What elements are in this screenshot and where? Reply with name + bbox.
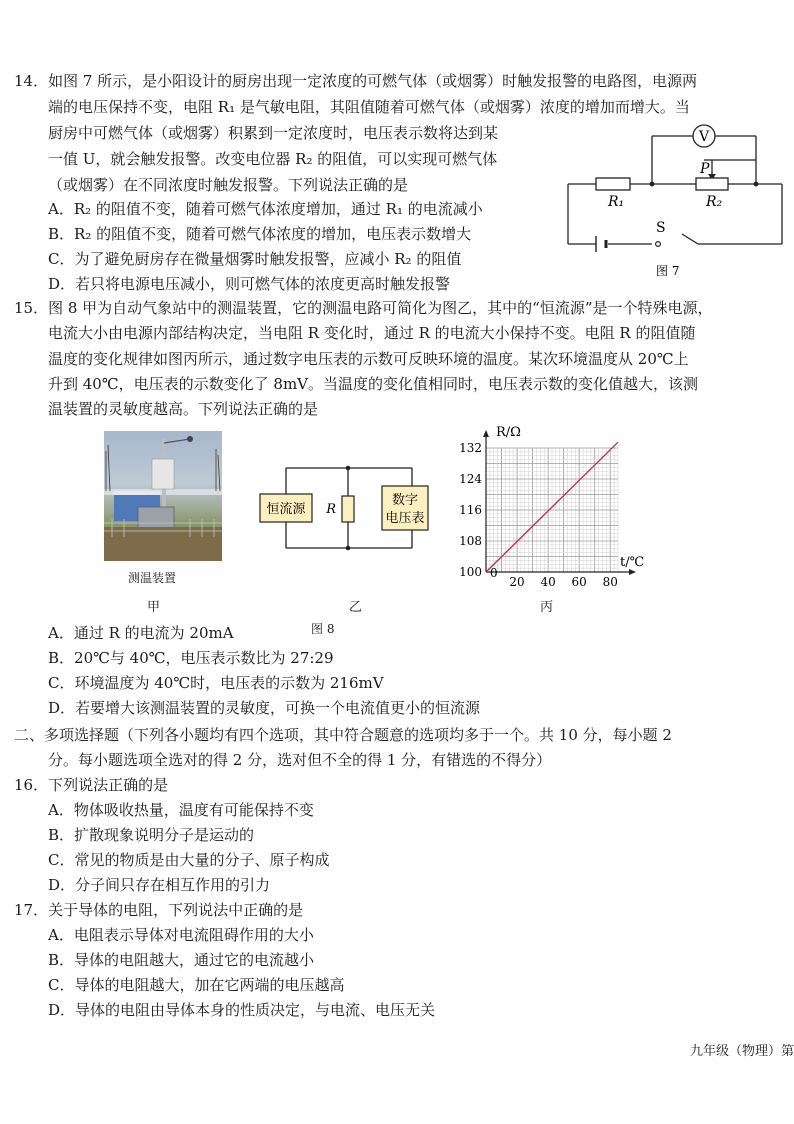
q16-option-b: B．扩散现象说明分子是运动的 bbox=[48, 826, 255, 844]
q17-option-d: D．导体的电阻由导体本身的性质决定，与电流、电压无关 bbox=[48, 1001, 436, 1019]
q14-line-1: 14．如图 7 所示，是小阳设计的厨房出现一定浓度的可燃气体（或烟雾）时触发报警的电路图，电源两 bbox=[14, 72, 698, 90]
q14-option-a: A．R₂ 的阻值不变，随着可燃气体浓度增加，通过 R₁ 的电流减小 bbox=[48, 200, 483, 218]
meter-label-1: 数字 bbox=[391, 493, 419, 508]
voltmeter-label: V bbox=[698, 129, 710, 145]
q15-line-1: 15．图 8 甲为自动气象站中的测温装置，它的测温电路可简化为图乙，其中的“恒流源”是一个特殊电源， bbox=[14, 299, 713, 317]
r-t-chart bbox=[450, 420, 650, 590]
q17-stem: 17．关于导体的电阻，下列说法中正确的是 bbox=[14, 901, 304, 919]
junction-dot bbox=[754, 182, 759, 187]
q15-option-a: A．通过 R 的电流为 20mA bbox=[48, 624, 234, 642]
q17-option-a: A．电阻表示导体对电流阻碍作用的大小 bbox=[48, 926, 314, 944]
page-footer: 九年级（物理）第 bbox=[689, 1044, 794, 1059]
q17-option-c: C．导体的电阻越大，加在它两端的电压越高 bbox=[48, 976, 345, 994]
q15-option-d: D．若要增大该测温装置的灵敏度，可换一个电流值更小的恒流源 bbox=[48, 699, 481, 717]
q15-line-2: 电流大小由电源内部结构决定，当电阻 R 变化时，通过 R 的电流大小保持不变。电阻 R 的阻值随 bbox=[48, 324, 696, 342]
sub-label-bing: 丙 bbox=[540, 600, 554, 615]
y-tick-label: 116 bbox=[459, 503, 482, 517]
q15-line-3: 温度的变化规律如图丙所示，通过数字电压表的示数可反映环境的温度。某次环境温度从 20℃上 bbox=[48, 350, 689, 368]
r2-potentiometer bbox=[696, 178, 728, 190]
q14-option-b: B．R₂ 的阻值不变，随着可燃气体浓度的增加，电压表示数增大 bbox=[48, 225, 472, 243]
q15-line-4: 升到 40℃，电压表的示数变化了 8mV。当温度的变化值相同时，电压表示数的变化值越大，该测 bbox=[48, 375, 699, 393]
sub-label-yi: 乙 bbox=[349, 600, 363, 615]
resistor-r bbox=[342, 496, 354, 522]
switch-label: S bbox=[656, 220, 666, 236]
q14-line-2: 端的电压保持不变，电阻 R₁ 是气敏电阻，其阻值随着可燃气体（或烟雾）浓度的增加而增大。当 bbox=[48, 98, 690, 116]
q14-line-3: 厨房中可燃气体（或烟雾）积累到一定浓度时，电压表示数将达到某 bbox=[48, 124, 499, 142]
q16-option-c: C．常见的物质是由大量的分子、原子构成 bbox=[48, 851, 330, 869]
y-tick-label: 132 bbox=[459, 441, 482, 455]
figure-8-caption: 图 8 bbox=[311, 622, 335, 636]
q16-stem: 16．下列说法正确的是 bbox=[14, 776, 169, 794]
x-axis-label: t/℃ bbox=[620, 555, 645, 570]
q17-option-b: B．导体的电阻越大，通过它的电流越小 bbox=[48, 951, 315, 969]
y-tick-label: 108 bbox=[459, 534, 482, 548]
y-tick-label: 124 bbox=[459, 472, 482, 486]
q15-line-5: 温装置的灵敏度越高。下列说法正确的是 bbox=[48, 400, 319, 418]
weather-station-photo bbox=[104, 431, 222, 561]
source-label: 恒流源 bbox=[266, 502, 306, 517]
x-tick-label: 40 bbox=[540, 575, 556, 589]
section-2-note: 分。每小题选项全选对的得 2 分，选对但不全的得 1 分，有错选的不得分） bbox=[48, 751, 552, 769]
resistor-label: R bbox=[326, 502, 336, 517]
photo-caption: 测温装置 bbox=[128, 571, 177, 585]
q14-line-4: 一值 U，就会触发报警。改变电位器 R₂ 的阻值，可以实现可燃气体 bbox=[48, 150, 498, 168]
q14-line-5: （或烟雾）在不同浓度时触发报警。下列说法正确的是 bbox=[48, 176, 409, 194]
y-axis-arrow-icon bbox=[483, 430, 489, 437]
q14-option-c: C．为了避免厨房存在微量烟雾时触发报警，应减小 R₂ 的阻值 bbox=[48, 250, 462, 268]
section-2-heading: 二、多项选择题（下列各小题均有四个选项，其中符合题意的选项均多于一个。共 10 分，每小题 2 bbox=[14, 726, 672, 744]
meter-label-2: 电压表 bbox=[385, 511, 425, 526]
x-tick-label: 80 bbox=[602, 575, 618, 589]
y-tick-label: 100 bbox=[459, 565, 482, 579]
y-axis-label: R/Ω bbox=[496, 425, 521, 440]
x-tick-label: 20 bbox=[509, 575, 525, 589]
slider-label: P bbox=[700, 161, 710, 177]
q15-option-c: C．环境温度为 40℃时，电压表的示数为 216mV bbox=[48, 674, 384, 692]
switch-icon bbox=[656, 242, 661, 247]
q16-option-a: A．物体吸收热量，温度有可能保持不变 bbox=[48, 801, 314, 819]
junction-dot bbox=[650, 182, 655, 187]
r2-label: R₂ bbox=[706, 194, 723, 210]
figure-7-caption: 图 7 bbox=[656, 264, 680, 278]
q16-option-d: D．分子间只存在相互作用的引力 bbox=[48, 876, 271, 894]
q14-option-d: D．若只将电源电压减小，则可燃气体的浓度更高时触发报警 bbox=[48, 275, 451, 293]
figure-8-circuit bbox=[252, 460, 430, 560]
figure-7-circuit bbox=[560, 120, 790, 280]
r1-label: R₁ bbox=[608, 194, 625, 210]
r1-resistor bbox=[596, 178, 630, 190]
q15-option-b: B．20℃与 40℃，电压表示数比为 27:29 bbox=[48, 649, 334, 667]
x-tick-label: 0 bbox=[490, 566, 498, 580]
sub-label-jia: 甲 bbox=[147, 600, 161, 615]
x-tick-label: 60 bbox=[571, 575, 587, 589]
